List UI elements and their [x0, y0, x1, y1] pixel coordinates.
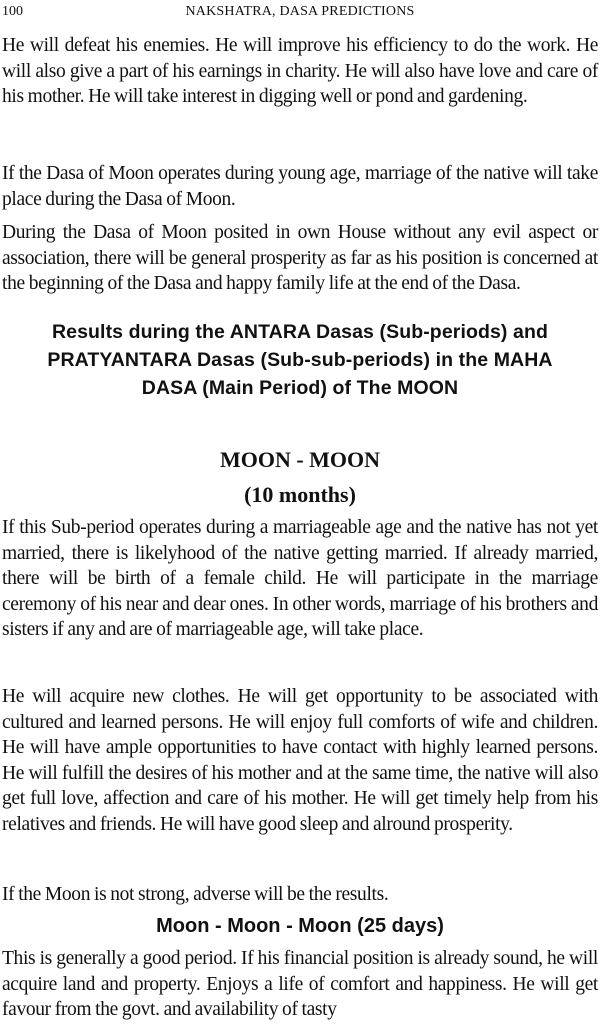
- page-number: 100: [2, 4, 23, 19]
- paragraph-young-age-marriage: If the Dasa of Moon operates during young age, marriage of the native will take place during the Dasa of Moon.: [2, 163, 598, 210]
- paragraph-good-period: This is generally a good period. If his financial position is already sound, he will acquire land and property. Enjoys a life of comfort and happiness. He will get favour from the govt. and availability of tasty: [2, 948, 598, 1021]
- paragraph-marriageable-age: If this Sub-period operates during a marriageable age and the native has not yet married, there is likelyhood of the native getting married. If already married, there will be birth of a female child. He will participate in the marriage ceremony of his near and dear ones. In other words, marriage of his brothers and sisters if any and are of marriageable age, will take place.: [2, 517, 598, 641]
- subheading-moon-moon: MOON - MOON: [219, 447, 381, 472]
- paragraph-moon-not-strong: If the Moon is not strong, adverse will be the results.: [2, 884, 389, 905]
- running-head: [0, 2, 600, 24]
- paragraph-own-house-prosperity: During the Dasa of Moon posited in own House without any evil aspect or association, there will be general prosperity as far as his position is concerned at the beginning of the Dasa and happy family life at the end of the Dasa.: [2, 222, 598, 295]
- running-title: NAKSHATRA, DASA PREDICTIONS: [185, 4, 415, 19]
- section-heading-line-1: Results during the ANTARA Dasas (Sub-periods) and: [51, 321, 549, 343]
- section-heading-line-3: DASA (Main Period) of The MOON: [141, 377, 459, 399]
- subheading-duration: (10 months): [244, 482, 356, 507]
- paragraph-defeat-enemies: He will defeat his enemies. He will improve his efficiency to do the work. He will also give a part of his earnings in charity. He will also have love and care of his mother. He will take interest in digging well or pond and gardening.: [2, 35, 598, 108]
- paragraph-new-clothes: He will acquire new clothes. He will get opportunity to be associated with cultured and learned persons. He will enjoy full comforts of wife and children. He will have ample opportunities to have contact with highly learned persons. He will fulfill the desires of his mother and at the same time, the native will also get full love, affection and care of his mother. He will get timely help from his relatives and friends. He will have good sleep and alround prosperity.: [2, 686, 598, 835]
- section-heading-line-2: PRATYANTARA Dasas (Sub-sub-periods) in the MAHA: [47, 349, 553, 371]
- subheading-moon-moon-moon: Moon - Moon - Moon (25 days): [156, 915, 444, 937]
